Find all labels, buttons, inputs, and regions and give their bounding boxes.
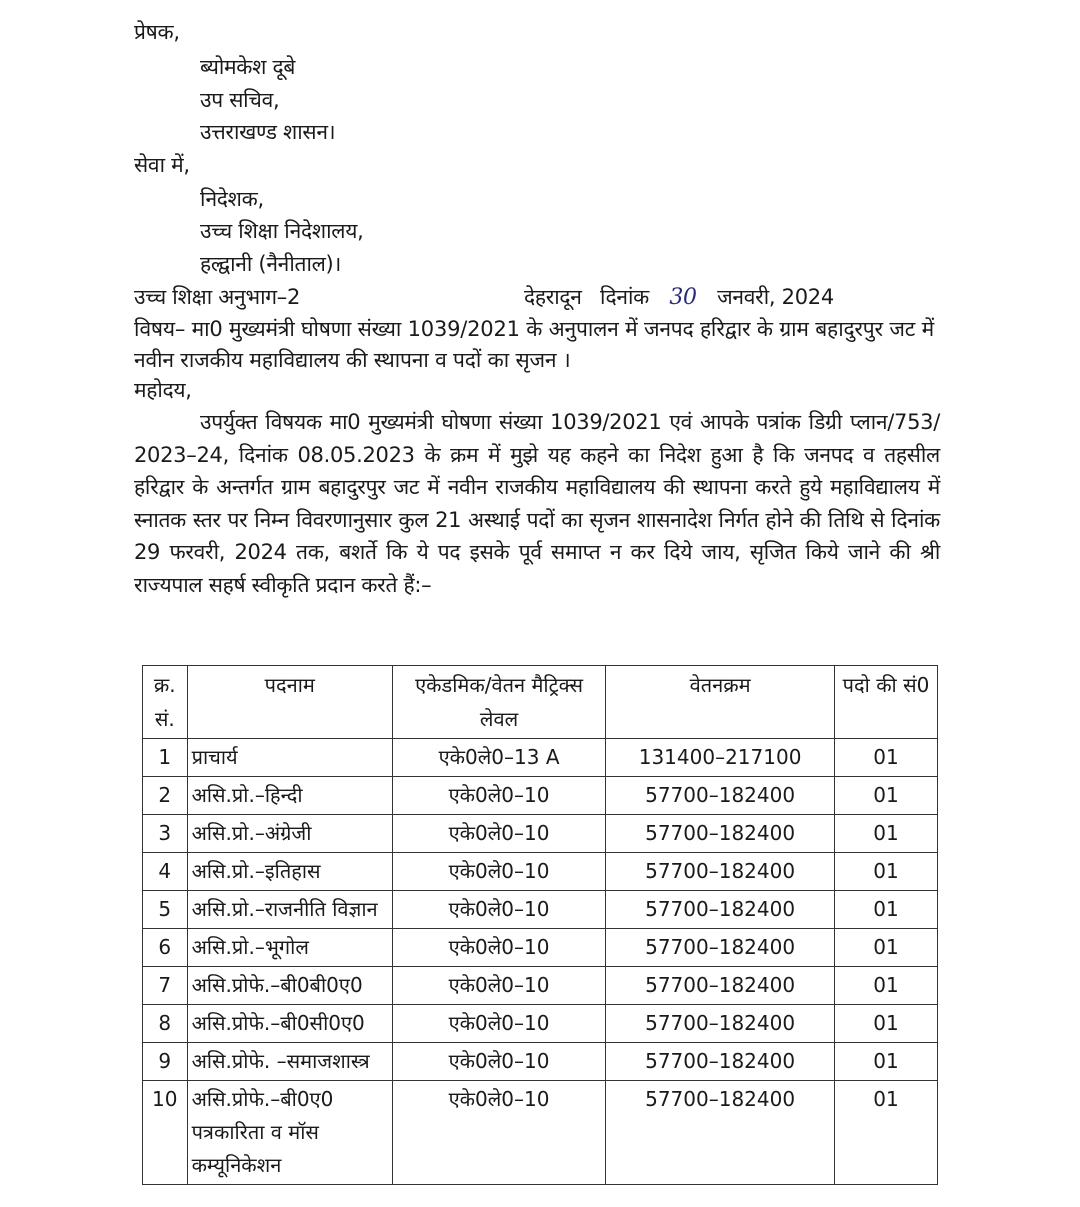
- sender-designation: उप सचिव,: [200, 88, 280, 112]
- table-row: [143, 1081, 938, 1185]
- row-level: एके0ले0–10: [392, 929, 605, 967]
- row-scale: 57700–182400: [606, 853, 835, 891]
- row-post: असि.प्रो.–अंग्रेजी: [187, 815, 392, 853]
- subject-line: विषय– मा0 मुख्यमंत्री घोषणा संख्या 1039/2021 के अनुपालन में जनपद हरिद्वार के ग्राम बहादुरपुर जट में नवीन राजकीय महाविद्यालय की स्थापना व पदों का सृजन ।: [134, 317, 934, 372]
- row-sn: 6: [143, 929, 188, 967]
- header-sn: क्र. सं.: [143, 666, 188, 739]
- row-level: एके0ले0–10: [392, 1005, 605, 1043]
- table-row: [143, 1005, 938, 1043]
- row-sn: 5: [143, 891, 188, 929]
- table-row: [143, 929, 938, 967]
- row-scale: 57700–182400: [606, 1043, 835, 1081]
- row-scale: 57700–182400: [606, 1081, 835, 1185]
- row-sn: 2: [143, 777, 188, 815]
- table-header-row: [143, 666, 938, 739]
- row-level: एके0ले0–10: [392, 815, 605, 853]
- row-count: 01: [835, 967, 938, 1005]
- row-scale: 57700–182400: [606, 777, 835, 815]
- row-scale: 57700–182400: [606, 815, 835, 853]
- recipient-office: उच्च शिक्षा निदेशालय,: [200, 219, 364, 243]
- recipient-label: सेवा में,: [134, 153, 190, 177]
- table-row: [143, 853, 938, 891]
- row-sn: 3: [143, 815, 188, 853]
- row-post: असि.प्रोफे.–बी0सी0ए0: [187, 1005, 392, 1043]
- row-level: एके0ले0–10: [392, 1043, 605, 1081]
- row-post: असि.प्रो.–इतिहास: [187, 853, 392, 891]
- row-post: असि.प्रोफे.–बी0ए0 पत्रकारिता व मॉस कम्यूनिकेशन: [187, 1081, 392, 1185]
- row-scale: 57700–182400: [606, 891, 835, 929]
- row-scale: 57700–182400: [606, 967, 835, 1005]
- row-count: 01: [835, 815, 938, 853]
- row-sn: 8: [143, 1005, 188, 1043]
- posts-table: [142, 665, 938, 1185]
- row-sn: 4: [143, 853, 188, 891]
- row-level: एके0ले0–10: [392, 853, 605, 891]
- salutation: महोदय,: [134, 378, 192, 402]
- row-count: 01: [835, 1043, 938, 1081]
- table-row: [143, 777, 938, 815]
- sender-office: उत्तराखण्ड शासन।: [200, 120, 336, 144]
- row-post: असि.प्रो.–हिन्दी: [187, 777, 392, 815]
- row-post: असि.प्रोफे. –समाजशास्त्र: [187, 1043, 392, 1081]
- date-label: दिनांक: [600, 285, 649, 309]
- recipient-designation: निदेशक,: [200, 187, 264, 211]
- body-text: उपर्युक्त विषयक मा0 मुख्यमंत्री घोषणा संख्या 1039/2021 एवं आपके पत्रांक डिग्री प्लान/753/ 2023–24, दिनांक 08.05.2023 के क्रम में मुझे यह कहने का निदेश हुआ है कि जनपद व तहसील हरिद्वार के अन्तर्गत ग्राम बहादुरपुर जट में नवीन राजकीय महाविद्यालय की स्थापना करते हुये महाविद्यालय में स्नातक स्तर पर निम्न विवरणानुसार कुल 21 अस्थाई पदों का सृजन शासनादेश निर्गत होने की तिथि से दिनांक 29 फरवरी, 2024 तक, बशर्ते कि ये पद इसके पूर्व समाप्त न कर दिये जाय, सृजित किये जाने की श्री राज्यपाल सहर्ष स्वीकृति प्रदान करते हैं:–: [134, 410, 940, 597]
- row-level: एके0ले0–10: [392, 891, 605, 929]
- header-scale: वेतनक्रम: [606, 666, 835, 739]
- row-count: 01: [835, 891, 938, 929]
- row-level: एके0ले0–10: [392, 777, 605, 815]
- row-sn: 1: [143, 739, 188, 777]
- header-count: पदो की सं0: [835, 666, 938, 739]
- row-scale: 131400–217100: [606, 739, 835, 777]
- row-post: असि.प्रोफे.–बी0बी0ए0: [187, 967, 392, 1005]
- row-sn: 10: [143, 1081, 188, 1185]
- table-row: [143, 815, 938, 853]
- table-row: [143, 1043, 938, 1081]
- table-row: [143, 891, 938, 929]
- row-level: एके0ले0–10: [392, 967, 605, 1005]
- row-count: 01: [835, 853, 938, 891]
- header-level: एकेडमिक/वेतन मैट्रिक्स लेवल: [392, 666, 605, 739]
- sender-name: ब्योमकेश दूबे: [200, 55, 296, 79]
- section-name: उच्च शिक्षा अनुभाग–2: [134, 285, 301, 309]
- table-row: [143, 967, 938, 1005]
- row-post: असि.प्रो.–राजनीति विज्ञान: [187, 891, 392, 929]
- date-month-year: जनवरी, 2024: [717, 285, 834, 309]
- row-sn: 9: [143, 1043, 188, 1081]
- row-post: प्राचार्य: [187, 739, 392, 777]
- row-level: एके0ले0–10: [392, 1081, 605, 1185]
- sender-label: प्रेषक,: [134, 20, 180, 44]
- row-count: 01: [835, 739, 938, 777]
- date-place: देहरादून: [524, 285, 582, 309]
- row-scale: 57700–182400: [606, 929, 835, 967]
- recipient-place: हल्द्वानी (नैनीताल)।: [200, 252, 342, 276]
- row-sn: 7: [143, 967, 188, 1005]
- row-count: 01: [835, 929, 938, 967]
- table-row: [143, 739, 938, 777]
- row-count: 01: [835, 1005, 938, 1043]
- body-paragraph: [134, 406, 940, 602]
- row-count: 01: [835, 1081, 938, 1185]
- row-scale: 57700–182400: [606, 1005, 835, 1043]
- row-level: एके0ले0–13 A: [392, 739, 605, 777]
- row-post: असि.प्रो.–भूगोल: [187, 929, 392, 967]
- date-day-handwritten: 30: [669, 285, 697, 310]
- row-count: 01: [835, 777, 938, 815]
- date-line: [524, 282, 834, 313]
- header-post: पदनाम: [187, 666, 392, 739]
